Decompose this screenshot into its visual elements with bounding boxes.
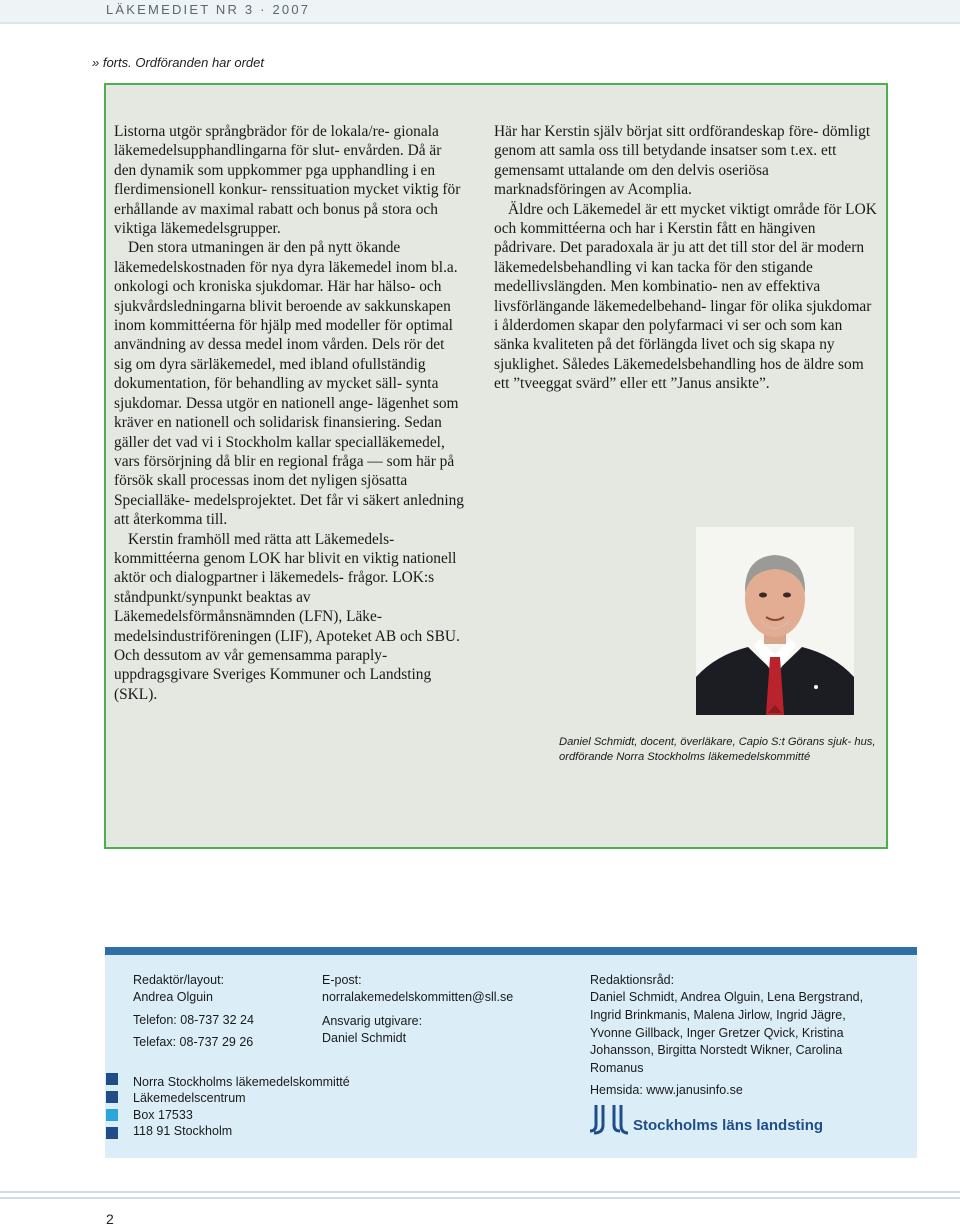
email-address[interactable]: norralakemedelskommitten@sll.se bbox=[322, 990, 514, 1004]
bottom-divider-2 bbox=[0, 1197, 960, 1199]
left-paragraph-2: Den stora utmaningen är den på nytt ökande läkemedelskostnaden för nya dyra läkemedel inom bl.a. onkologi och kroniska sjukdomar. Här har hälso- och sjukvårdsledningarna blivit beroende av sakkunskapen inom kommittéerna för hjälp med modeller för optimal användning av dessa medel inom vården. Dels rör det sig om dyra särläkemedel, med ibland ofullständig dokumentation, för behandling av mycket säll- synta sjukdomar. Dessa utgör en nationell ange- lägenhet som kräver en nationell och solidarisk finansiering. Sedan gäller det vad vi i Stockholm kallar specialläkemedel, vars försörjning då blir en regional fråga — som här på försök skall processas inom det nyligen sjösatta Specialläke- medelsprojektet. Det får vi säkert anledning att återkomma till. bbox=[114, 239, 465, 529]
left-paragraph-1: Listorna utgör språngbrädor för de lokala/re- gionala läkemedelsupphandlingarna för slut- envården. Då är den dynamik som uppkommer pga upphandling i en flerdimensionell konkur- renssituation mycket viktig för erhållande av maximal rabatt och bonus på stora och viktiga läkemedelsgrupper. bbox=[114, 123, 461, 238]
photo-caption: Daniel Schmidt, docent, överläkare, Capio S:t Görans sjuk- hus, ordförande Norra Stockholms läkemedelskommitté bbox=[559, 736, 876, 763]
address-square-3 bbox=[106, 1109, 118, 1121]
phone-number: Telefon: 08-737 32 24 bbox=[133, 1013, 254, 1027]
address-square-2 bbox=[106, 1091, 118, 1103]
portrait-illustration bbox=[696, 527, 854, 715]
editorial-board-line-5: Romanus bbox=[590, 1061, 644, 1075]
address-line-2: Läkemedelscentrum bbox=[133, 1091, 246, 1105]
editorial-board-line-3: Yvonne Gillback, Inger Gretzer Qvick, Kristina bbox=[590, 1026, 844, 1040]
address-line-4: 118 91 Stockholm bbox=[133, 1124, 233, 1138]
right-paragraph-1: Här har Kerstin själv börjat sitt ordförandeskap före- dömligt genom att samla oss till betydande insatser som t.ex. ett gemensamt uttalande om den delvis oseriösa marknadsföringen av Acomplia. bbox=[494, 123, 871, 199]
right-column bbox=[494, 122, 878, 394]
right-paragraph-2: Äldre och Läkemedel är ett mycket viktigt område för LOK och kommittéerna och har i Kerstin fått en hängiven pådrivare. Det paradoxala är ju att det till stor del är modern läkemedelsbehandling vi kan tacka för den stigande medellivslängden. Men kombinatio- nen av effektiva livsförlängande läkemedelbehand- lingar för olika sjukdomar i ålderdomen skapar den polyfarmaci vi ser och som kan sänka kvaliteten på det förlängda livet och sig skapa ny sjuklighet. Således Läkemedelsbehandling hos de äldre som ett ”tveeggat svärd” eller ett ”Janus ansikte”. bbox=[494, 200, 877, 393]
address-square-4 bbox=[106, 1127, 118, 1139]
editorial-board-label: Redaktionsråd: bbox=[590, 973, 675, 987]
page-number: 2 bbox=[106, 1211, 114, 1227]
fax-number: Telefax: 08-737 29 26 bbox=[133, 1035, 254, 1049]
editorial-board-line-4: Johansson, Birgitta Norstedt Wikner, Carolina bbox=[590, 1043, 843, 1057]
editor-label: Redaktör/layout: bbox=[133, 973, 225, 987]
website-link[interactable]: Hemsida: www.janusinfo.se bbox=[590, 1083, 743, 1097]
colophon-top-bar bbox=[105, 947, 917, 955]
address-square-1 bbox=[106, 1073, 118, 1085]
email-label: E-post: bbox=[322, 973, 362, 987]
masthead: LÄKEMEDIET NR 3 · 2007 bbox=[106, 2, 311, 17]
publisher-label: Ansvarig utgivare: bbox=[322, 1014, 423, 1028]
sll-logo-text: Stockholms läns landsting bbox=[633, 1117, 824, 1134]
left-column bbox=[114, 122, 464, 704]
left-paragraph-3: Kerstin framhöll med rätta att Läkemedels- kommittéerna genom LOK har blivit en viktig nationell aktör och dialogpartner i läkemedels- frågor. LOK:s ståndpunkt/synpunkt beaktas av Läkemedelsförmånsnämnden (LFN), Läke- medelsindustriföreningen (LIF), Apoteket AB och SBU. Och dessutom av vår gemensamma paraply-uppdragsgivare Sveriges Kommuner och Landsting (SKL). bbox=[114, 530, 460, 703]
editorial-board-line-2: Ingrid Brinkmanis, Malena Jirlow, Ingrid Jägre, bbox=[590, 1008, 846, 1022]
header-divider bbox=[0, 22, 960, 24]
editorial-board-line-1: Daniel Schmidt, Andrea Olguin, Lena Bergstrand, bbox=[590, 990, 864, 1004]
sll-logo-icon bbox=[590, 1103, 628, 1135]
portrait-photo bbox=[696, 527, 854, 715]
address-line-1: Norra Stockholms läkemedelskommitté bbox=[133, 1075, 350, 1089]
editor-name: Andrea Olguin bbox=[133, 990, 213, 1004]
publisher-name: Daniel Schmidt bbox=[322, 1031, 407, 1045]
continued-from-label: » forts. Ordföranden har ordet bbox=[92, 55, 264, 70]
address-line-3: Box 17533 bbox=[133, 1108, 193, 1122]
bottom-divider-1 bbox=[0, 1191, 960, 1193]
